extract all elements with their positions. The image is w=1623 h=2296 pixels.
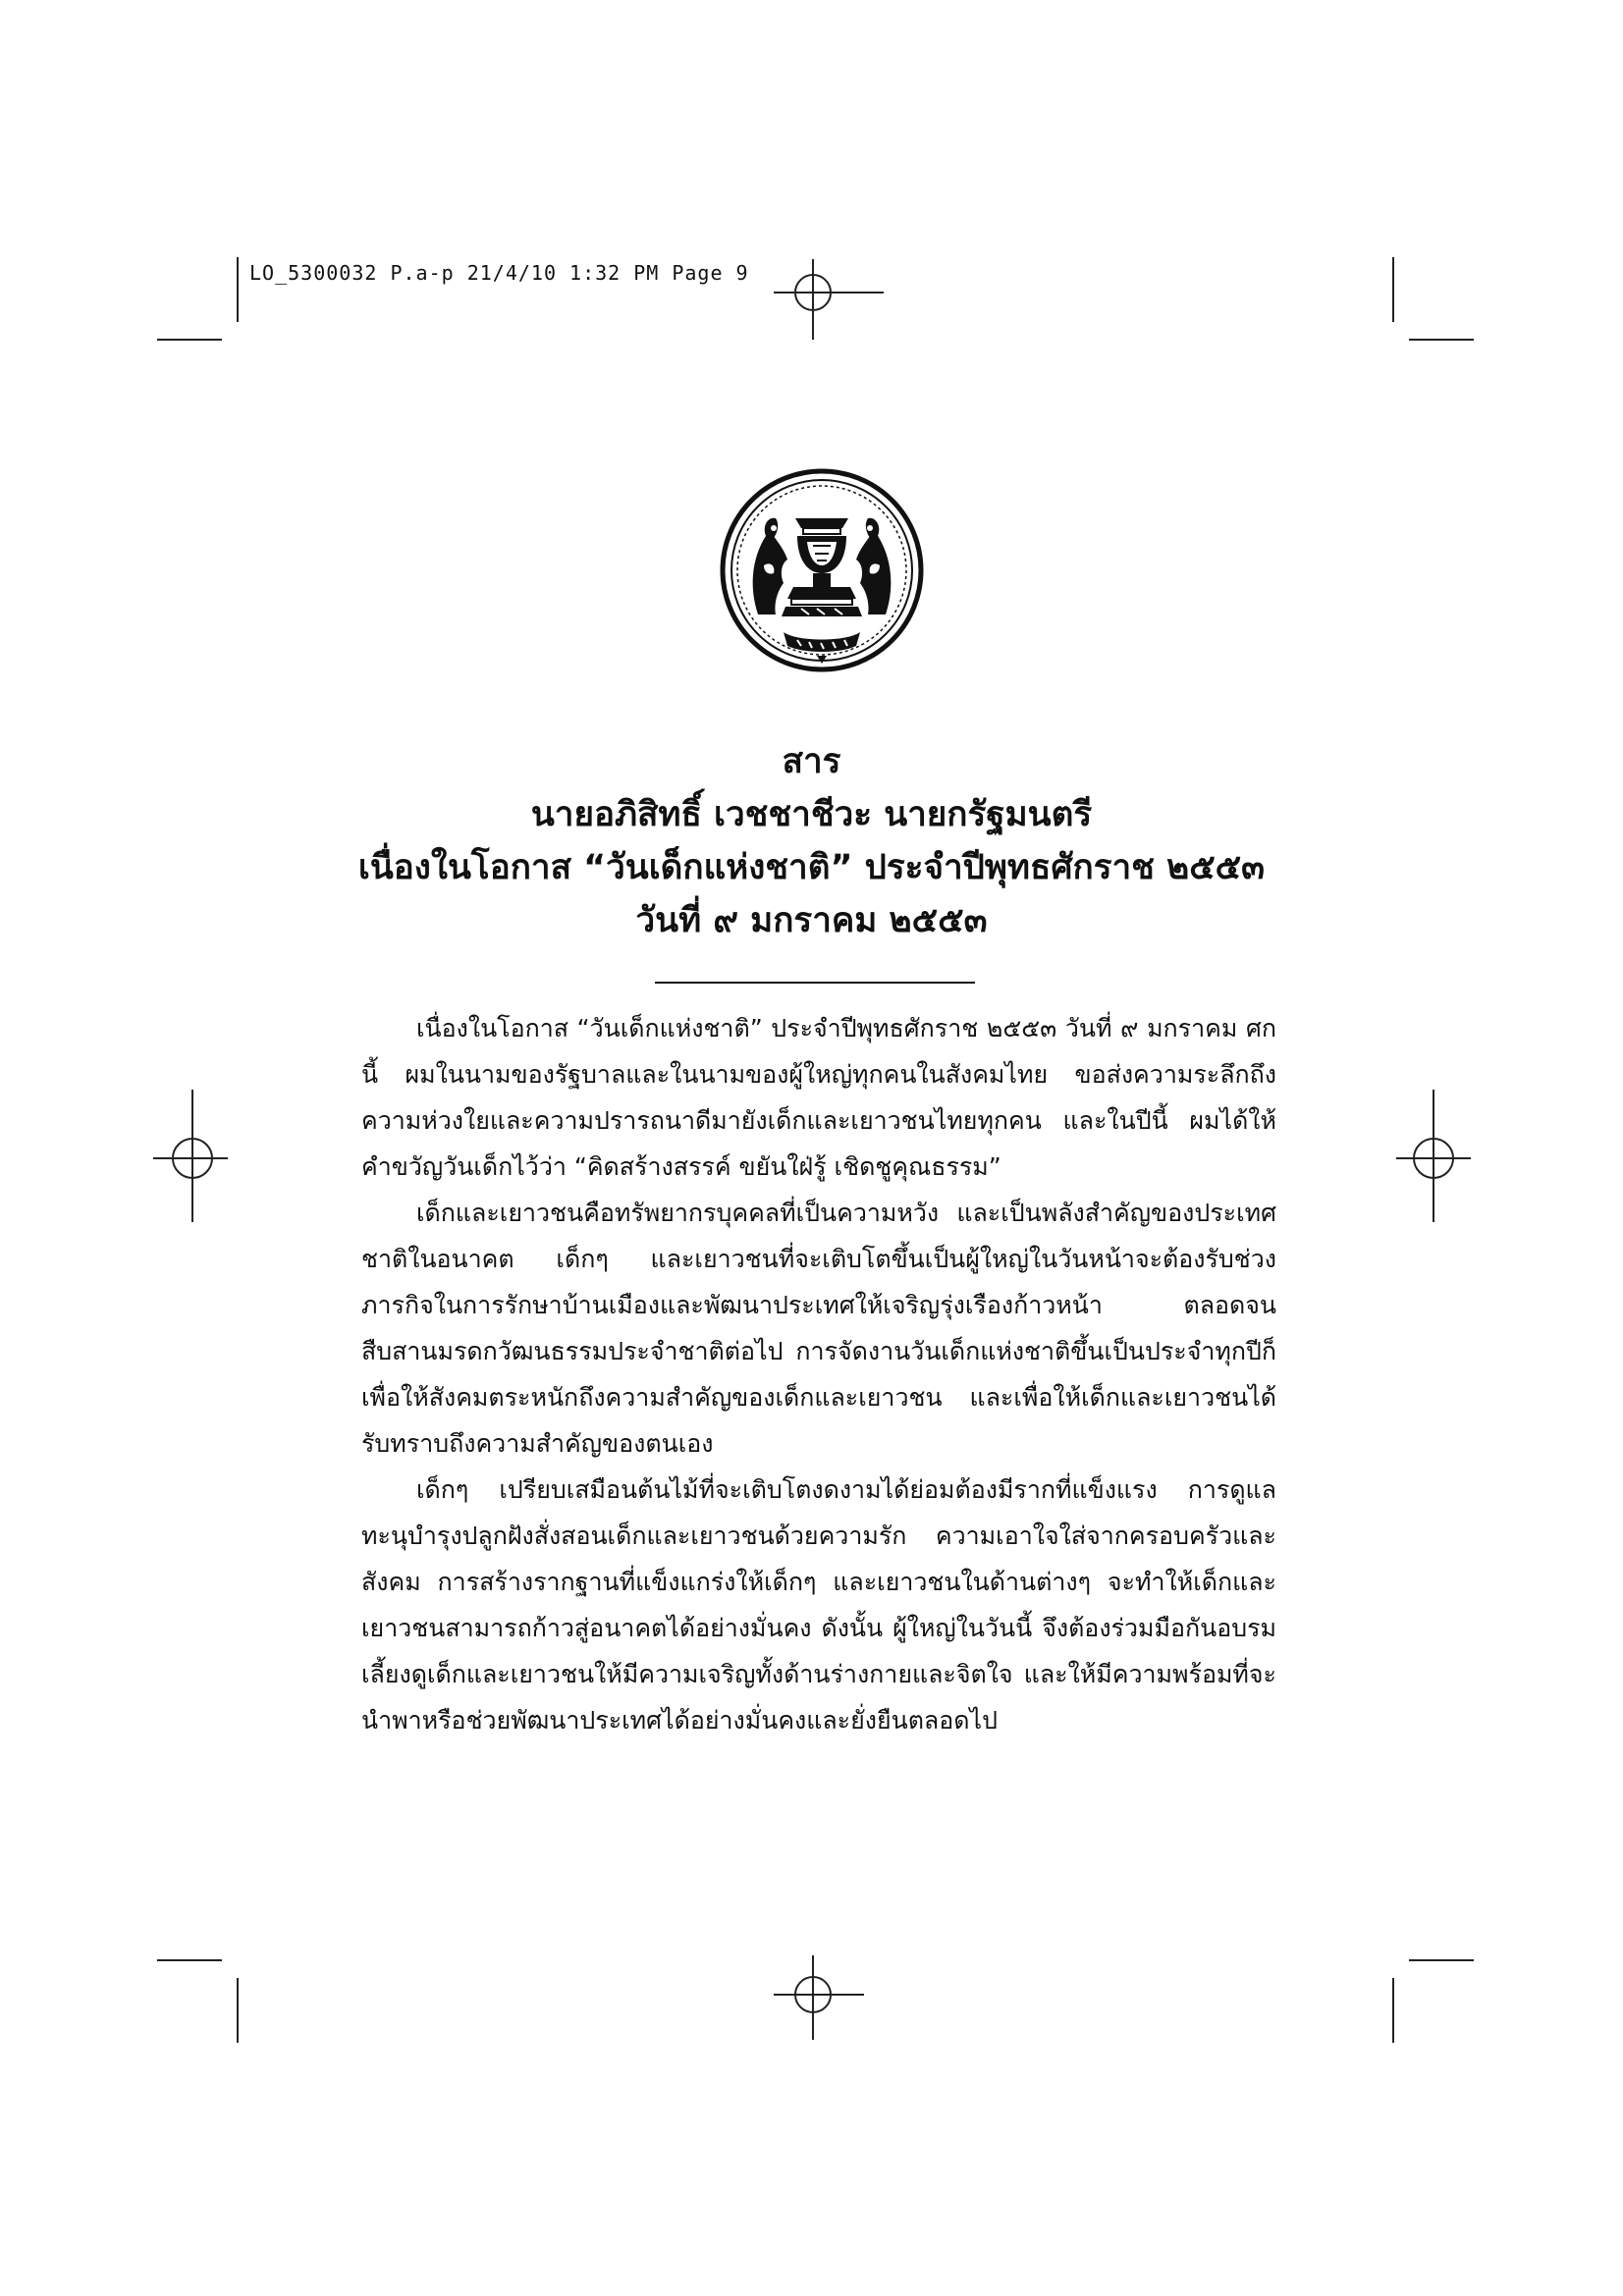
crop-mark-top-right-vertical [1392, 257, 1394, 322]
crop-mark-bottom-right-horizontal [1409, 1959, 1474, 1961]
crop-mark-bottom-left-horizontal [157, 1959, 222, 1961]
crop-mark-bottom-right-vertical [1392, 1978, 1394, 2043]
crop-mark-top-left-horizontal [157, 339, 222, 341]
heading-occasion: เนื่องในโอกาส “วันเด็กแห่งชาติ” ประจำปีพุทธศักราช ๒๕๕๓ [357, 848, 1266, 887]
registration-mark-top-icon [770, 255, 897, 344]
print-slug: LO_5300032 P.a-p 21/4/10 1:32 PM Page 9 [249, 261, 749, 285]
crop-mark-top-right-horizontal [1409, 339, 1474, 341]
message-body [361, 1005, 1276, 1743]
registration-mark-left-icon [151, 1080, 230, 1227]
registration-mark-bottom-icon [770, 1953, 868, 2042]
registration-mark-right-icon [1394, 1080, 1473, 1227]
heading-date: วันที่ ๙ มกราคม ๒๕๕๓ [635, 901, 988, 940]
paragraph-2: เด็กและเยาวชนคือทรัพยากรบุคคลที่เป็นความหวัง และเป็นพลังสำคัญของประเทศชาติในอนาคต เด็กๆ และเยาวชนที่จะเติบโตขึ้นเป็นผู้ใหญ่ในวันหน้าจะต้องรับช่วงภารกิจในการรักษาบ้านเมืองและพัฒนาประเทศให้เจริญรุ่งเรืองก้าวหน้า ตลอดจนสืบสานมรดกวัฒนธรรมประจำชาติต่อไป การจัดงานวันเด็กแห่งชาติขึ้นเป็นประจำทุกปีก็เพื่อให้สังคมตระหนักถึงความสำคัญของเด็กและเยาวชน และเพื่อให้เด็กและเยาวชนได้รับทราบถึงความสำคัญของตนเอง [361, 1199, 1276, 1458]
heading-author: นายอภิสิทธิ์ เวชชาชีวะ นายกรัฐมนตรี [530, 795, 1093, 834]
crop-mark-bottom-left-vertical [237, 1978, 239, 2043]
heading-message: สาร [782, 742, 841, 781]
paragraph-3: เด็กๆ เปรียบเสมือนต้นไม้ที่จะเติบโตงดงามได้ย่อมต้องมีรากที่แข็งแรง การดูแลทะนุบำรุงปลูกฝังสั่งสอนเด็กและเยาวชนด้วยความรัก ความเอาใจใส่จากครอบครัวและสังคม การสร้างรากฐานที่แข็งแกร่งให้เด็กๆ และเยาวชนในด้านต่างๆ จะทำให้เด็กและเยาวชนสามารถก้าวสู่อนาคตได้อย่างมั่นคง ดังนั้น ผู้ใหญ่ในวันนี้ จึงต้องร่วมมือกันอบรมเลี้ยงดูเด็กและเยาวชนให้มีความเจริญทั้งด้านร่างกายและจิตใจ และให้มีความพร้อมที่จะนำพาหรือช่วยพัฒนาประเทศได้อย่างมั่นคงและยั่งยืนตลอดไป [361, 1475, 1276, 1735]
crop-mark-top-left-vertical [237, 257, 239, 322]
title-divider [655, 982, 975, 984]
paragraph-1: เนื่องในโอกาส “วันเด็กแห่งชาติ” ประจำปีพุทธศักราช ๒๕๕๓ วันที่ ๙ มกราคม ศกนี้ ผมในนามของรัฐบาลและในนามของผู้ใหญ่ทุกคนในสังคมไทย ขอส่งความระลึกถึงความห่วงใยและความปรารถนาดีมายังเด็กและเยาวชนไทยทุกคน และในปีนี้ ผมได้ให้คำขวัญวันเด็กไว้ว่า “คิดสร้างสรรค์ ขยันใฝ่รู้ เชิดชูคุณธรรม” [361, 1014, 1276, 1181]
royal-thai-government-emblem-icon [719, 467, 925, 673]
